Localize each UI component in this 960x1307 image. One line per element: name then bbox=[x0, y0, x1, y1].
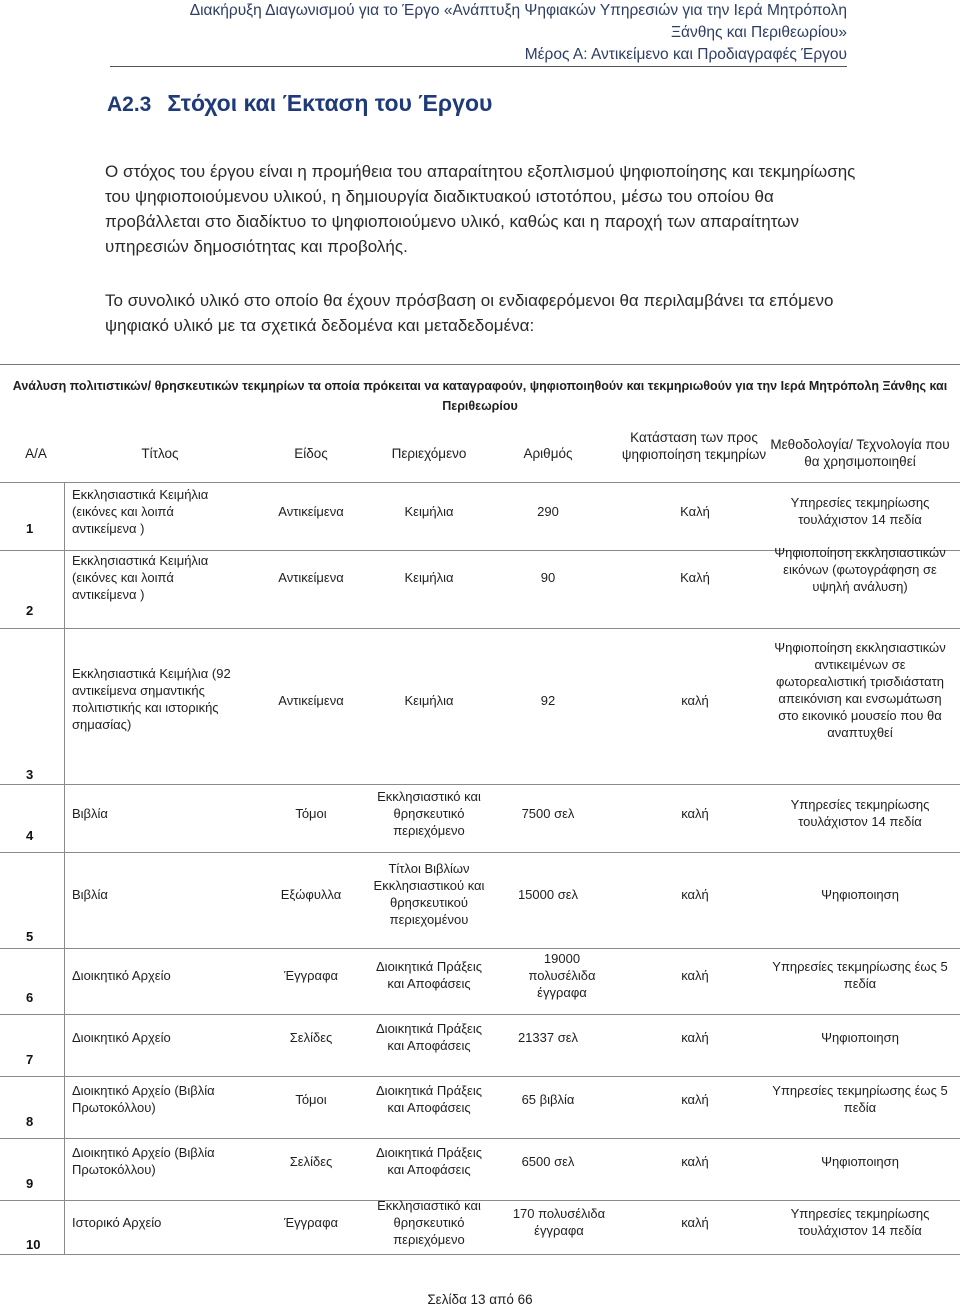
row-number-value: 19000 πολυσέλιδα έγγραφα bbox=[528, 951, 596, 1000]
row-title: Βιβλία bbox=[72, 806, 108, 821]
row-state: Καλή bbox=[680, 504, 710, 519]
row-title: Εκκλησιαστικά Κειμήλια (92 αντικείμενα σημαντικής πολιτιστικής και ιστορικής σημασίας) bbox=[72, 666, 231, 732]
row-number: 2 bbox=[26, 603, 34, 618]
section-title-text: Στόχοι και Έκταση του Έργου bbox=[167, 90, 493, 116]
row-number: 5 bbox=[26, 929, 34, 944]
table-row bbox=[0, 545, 960, 628]
table-row bbox=[0, 1138, 960, 1200]
table-caption: Ανάλυση πολιτιστικών/ θρησκευτικών τεκμηρίων τα οποία πρόκειται να καταγραφούν, ψηφιοποιηθούν και τεκμηριωθούν για την Ιερά Μητρόπολη Ξάνθης και Περιθεωρίου bbox=[12, 379, 948, 413]
header-line-1: Διακήρυξη Διαγωνισμού για το Έργο «Ανάπτυξη Ψηφιακών Υπηρεσιών για την Ιερά Μητρόπολη bbox=[189, 2, 847, 19]
row-state: καλή bbox=[681, 693, 709, 708]
header-line-2: Ξάνθης και Περιθεωρίου» bbox=[670, 24, 847, 41]
row-method: Ψηφιοποίηση εκκλησιαστικών αντικειμένων σε φωτορεαλιστική τρισδιάστατη απεικόνιση και ενσωμάτωση στο εικονικό μουσείο που θα αναπτυχθεί bbox=[774, 640, 946, 740]
row-method: Ψηφιοποίηση εκκλησιαστικών εικόνων (φωτογράφηση σε υψηλή ανάλυση) bbox=[774, 545, 946, 594]
row-number: 7 bbox=[26, 1052, 34, 1067]
row-number-value: 7500 σελ bbox=[521, 806, 575, 821]
row-content: Διοικητικά Πράξεις και Αποφάσεις bbox=[376, 1145, 482, 1177]
header-content: Περιεχόμενο bbox=[391, 446, 467, 461]
row-state: Καλή bbox=[680, 570, 710, 585]
row-number-value: 92 bbox=[540, 693, 556, 708]
table-row bbox=[0, 948, 960, 1014]
row-type: Αντικείμενα bbox=[278, 693, 344, 708]
row-method: Υπηρεσίες τεκμηρίωσης έως 5 πεδία bbox=[772, 1083, 948, 1115]
row-title: Διοικητικό Αρχείο (Βιβλία Πρωτοκόλλου) bbox=[72, 1083, 215, 1115]
row-state: καλή bbox=[681, 1215, 709, 1230]
header-aa: Α/Α bbox=[25, 446, 47, 461]
row-number: 6 bbox=[26, 990, 34, 1005]
row-number-value: 6500 σελ bbox=[521, 1154, 575, 1169]
row-content: Κειμήλια bbox=[404, 693, 454, 708]
table-row bbox=[0, 852, 960, 948]
header-number: Αριθμός bbox=[523, 446, 573, 461]
header-method: Μεθοδολογία/ Τεχνολογία που θα χρησιμοποιηθεί bbox=[770, 437, 950, 469]
section-number: Α2.3 bbox=[107, 93, 152, 116]
header-line-3: Μέρος Α: Αντικείμενο και Προδιαγραφές Έργου bbox=[524, 46, 847, 63]
header-type: Είδος bbox=[294, 446, 328, 461]
row-content: Κειμήλια bbox=[404, 570, 454, 585]
row-title: Εκκλησιαστικά Κειμήλια (εικόνες και λοιπά αντικείμενα ) bbox=[72, 553, 209, 602]
row-content: Κειμήλια bbox=[404, 504, 454, 519]
row-number: 1 bbox=[26, 521, 34, 536]
table-bottom-rule bbox=[0, 1254, 960, 1255]
header-state: Κατάσταση των προς ψηφιοποίηση τεκμηρίων bbox=[621, 430, 767, 462]
row-title: Ιστορικό Αρχείο bbox=[72, 1215, 162, 1230]
row-type: Τόμοι bbox=[295, 1092, 327, 1107]
row-number-value: 90 bbox=[540, 570, 556, 585]
header-divider bbox=[110, 66, 847, 67]
row-number: 3 bbox=[26, 767, 34, 782]
row-title: Βιβλία bbox=[72, 887, 108, 902]
row-state: καλή bbox=[681, 887, 709, 902]
row-method: Υπηρεσίες τεκμηρίωσης τουλάχιστον 14 πεδία bbox=[790, 797, 930, 829]
row-number: 4 bbox=[26, 828, 34, 843]
row-content: Εκκλησιαστικό και θρησκευτικό περιεχόμενο bbox=[377, 1198, 481, 1247]
row-type: Σελίδες bbox=[289, 1030, 333, 1045]
row-type: Έγγραφα bbox=[283, 968, 339, 983]
row-number: 10 bbox=[26, 1237, 41, 1252]
table-header-row bbox=[0, 420, 960, 482]
section-title bbox=[107, 90, 492, 117]
row-state: καλή bbox=[681, 1092, 709, 1107]
page-number: Σελίδα 13 από 66 bbox=[427, 1292, 533, 1307]
row-type: Σελίδες bbox=[289, 1154, 333, 1169]
row-method: Υπηρεσίες τεκμηρίωσης έως 5 πεδία bbox=[772, 959, 948, 991]
row-content: Εκκλησιαστικό και θρησκευτικό περιεχόμενο bbox=[377, 789, 481, 838]
row-type: Αντικείμενα bbox=[278, 504, 344, 519]
row-number-value: 290 bbox=[537, 504, 559, 519]
row-state: καλή bbox=[681, 806, 709, 821]
row-method: Ψηφιοποιηση bbox=[821, 1154, 899, 1169]
row-state: καλή bbox=[681, 1154, 709, 1169]
row-method: Ψηφιοποιηση bbox=[821, 887, 899, 902]
row-type: Εξώφυλλα bbox=[280, 887, 342, 902]
table-top-rule bbox=[0, 364, 960, 365]
table-row bbox=[0, 1076, 960, 1138]
row-number-value: 170 πολυσέλιδα έγγραφα bbox=[512, 1206, 606, 1238]
row-content: Διοικητικά Πράξεις και Αποφάσεις bbox=[376, 1083, 482, 1115]
row-title: Εκκλησιαστικά Κειμήλια (εικόνες και λοιπά αντικείμενα ) bbox=[72, 487, 209, 536]
row-number: 8 bbox=[26, 1114, 34, 1129]
paragraph-material: Το συνολικό υλικό στο οποίο θα έχουν πρόσβαση οι ενδιαφερόμενοι θα περιλαμβάνει τα επόμενο ψηφιακό υλικό με τα σχετικά δεδομένα και μεταδεδομένα: bbox=[105, 291, 834, 335]
row-state: καλή bbox=[681, 968, 709, 983]
row-content: Διοικητικά Πράξεις και Αποφάσεις bbox=[376, 959, 482, 991]
table-row bbox=[0, 482, 960, 550]
row-type: Έγγραφα bbox=[283, 1215, 339, 1230]
row-type: Αντικείμενα bbox=[278, 570, 344, 585]
row-number-value: 15000 σελ bbox=[517, 887, 579, 902]
row-content: Διοικητικά Πράξεις και Αποφάσεις bbox=[376, 1021, 482, 1053]
table-row bbox=[0, 1200, 960, 1254]
row-content: Τίτλοι Βιβλίων Εκκλησιαστικού και θρησκευτικού περιεχομένου bbox=[373, 861, 485, 927]
table-row bbox=[0, 1014, 960, 1076]
row-title: Διοικητικό Αρχείο (Βιβλία Πρωτοκόλλου) bbox=[72, 1145, 215, 1177]
row-number: 9 bbox=[26, 1176, 34, 1191]
row-method: Ψηφιοποιηση bbox=[821, 1030, 899, 1045]
row-state: καλή bbox=[681, 1030, 709, 1045]
row-method: Υπηρεσίες τεκμηρίωσης τουλάχιστον 14 πεδία bbox=[790, 1206, 930, 1238]
row-type: Τόμοι bbox=[295, 806, 327, 821]
table-row bbox=[0, 784, 960, 852]
row-number-value: 21337 σελ bbox=[517, 1030, 579, 1045]
row-number-value: 65 βιβλία bbox=[521, 1092, 575, 1107]
row-title: Διοικητικό Αρχείο bbox=[72, 968, 171, 983]
paragraph-goal: Ο στόχος του έργου είναι η προμήθεια του απαραίτητου εξοπλισμού ψηφιοποίησης και τεκμηρίωσης του ψηφιοποιούμενου υλικού, η δημιουργία διαδικτυακού ιστοτόπου, μέσω του οποίου θα προβάλλεται στο διαδίκτυο το ψηφιοποιούμενο υλικό, καθώς και η παροχή των απαραίτητων υπηρεσιών δημοσιότητας και προβολής. bbox=[105, 162, 856, 256]
table-row bbox=[0, 628, 960, 784]
row-method: Υπηρεσίες τεκμηρίωσης τουλάχιστον 14 πεδία bbox=[790, 495, 930, 527]
row-title: Διοικητικό Αρχείο bbox=[72, 1030, 171, 1045]
header-title: Τίτλος bbox=[141, 446, 179, 461]
